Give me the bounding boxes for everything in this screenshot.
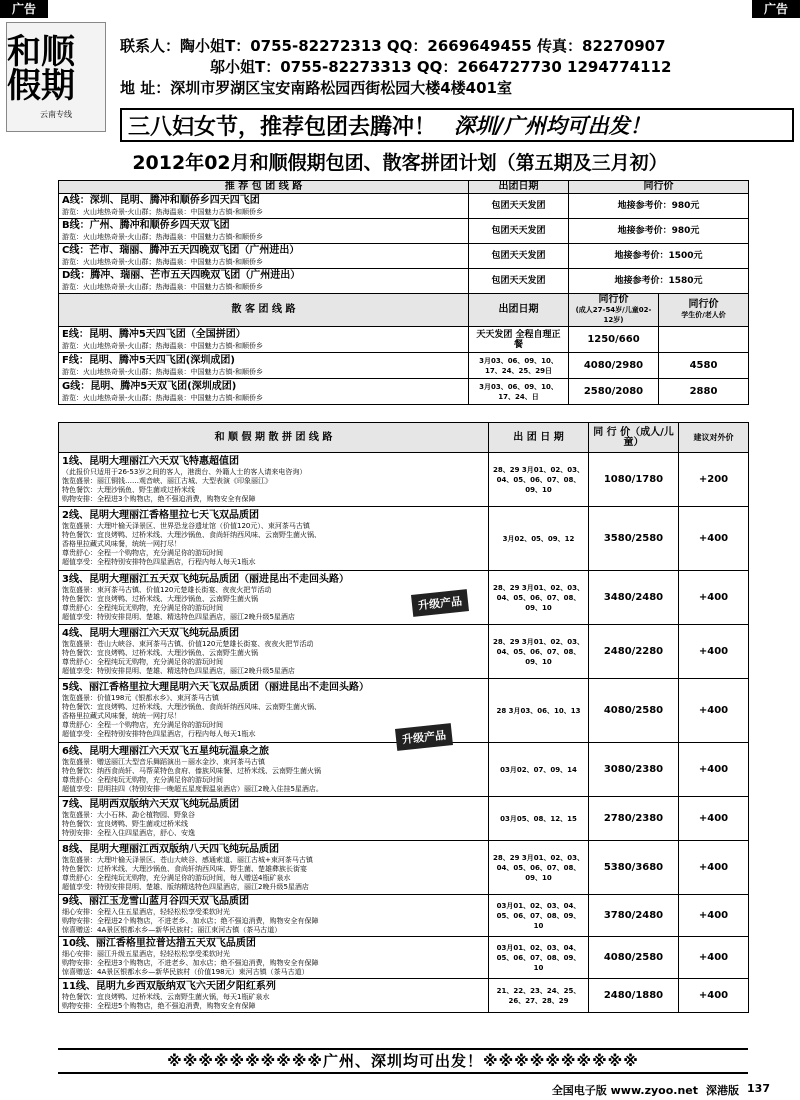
route-retail: +400 [679,571,749,625]
table-row [59,194,749,219]
route-desc: 特色餐饮：宜良烤鸭、过桥米线、大理沙锅鱼、云南野生菌火锅 [62,594,258,603]
route-date: 天天发团 全程自理正餐 [469,327,569,353]
route-date: 28、29 3月01、02、03、04、05、06、07、08、09、10 [489,571,589,625]
route-tour: 游览：火山地热奇景-火山群；热海温泉：中国魅力古镇-和顺侨乡 [62,233,264,241]
route-date: 包团天天发团 [469,244,569,269]
route-name: B线：广州、腾冲和顺侨乡四天双飞团 [62,220,230,231]
route-date: 3月03、06、09、10、17、24、日 [469,379,569,405]
header-date: 出 团 日 期 [489,423,589,453]
route-desc: 超值享受：昆明挂四（特别安排一晚超五星度假温泉酒店）丽江2晚入住挂5星酒店。 [62,784,323,793]
route-name: 6线、昆明大理丽江六天双飞五星纯玩温泉之旅 [62,745,269,757]
route-desc: 饱览盛景：大理叶榆天泽景区、世界恐龙谷遗址馆（价值120元）、束河茶马古镇 [62,522,310,530]
route-tour: 游览：火山地热奇景-火山群；热海温泉：中国魅力古镇-和顺侨乡 [62,258,264,266]
table-row [59,895,749,937]
route-price: 1080/1780 [589,453,679,507]
header-retail: 建议对外价 [679,423,749,453]
route-date: 03月01、02、03、04、05、06、07、08、09、10 [489,937,589,979]
contact-block [120,36,671,99]
route-desc: 特色餐饮：宜良烤鸭、过桥米线、云南野生菌火锅，每天1瓶矿泉水 [62,992,270,1001]
route-desc: 特色餐饮：过桥米线、大理沙锅鱼、食尚轩纳西风味、野生菌、楚雄彝族长街宴 [62,864,307,873]
table-row [59,353,749,379]
footer-banner: ※※※※※※※※※※广州、深圳均可出发！※※※※※※※※※※ [58,1048,748,1074]
table-row [59,507,749,571]
route-price-2: 2880 [659,379,749,405]
route-desc: 饱览盛景：大理叶榆天泽景区、苍山大峡谷、感通索道、丽江古城+束河茶马古镇 [62,855,313,864]
route-price: 3080/2380 [589,743,679,797]
route-name: 3线、昆明大理丽江五天双飞纯玩品质团（丽进昆出不走回头路） [62,573,349,585]
route-retail: +200 [679,453,749,507]
route-tour: 游览：火山地热奇景-火山群；热海温泉：中国魅力古镇-和顺侨乡 [62,367,264,376]
route-price: 地接参考价：980元 [569,219,749,244]
route-price: 2780/2380 [589,797,679,841]
region-text: 深港版 [706,1084,740,1097]
route-desc: 特别安排：全程入住四星酒店，舒心、安逸 [62,829,195,837]
route-name: 10线、丽江香格里拉普达措五天双飞品质团 [62,938,256,949]
page-number: 137 [747,1082,770,1095]
route-desc: 饱览盛景：价值198元《银都水乡》、束河茶马古镇 [62,694,219,702]
ad-label-left: 广告 [0,0,48,18]
route-desc: 购物安排：全程进5个购物店，绝不强迫消费，购物安全有保障 [62,1001,256,1010]
edition-text: 全国电子版 www.zyoo.net [551,1084,699,1097]
route-price: 2480/1880 [589,979,679,1013]
route-date: 28 3月03、06、10、13 [489,679,589,743]
table-row [59,937,749,979]
route-desc: 饱览盛景：大小石林、勐仑植物园、野象谷 [62,811,195,819]
route-desc: 特色餐饮：宜良烤鸭、过桥米线、大理沙锅鱼、食尚轩纳西风味、云南野生菌火锅、 [62,531,321,539]
logo-text: 和顺假期 [7,31,75,106]
table-row [59,219,749,244]
route-desc: 特色餐饮：纳西食尚轩、马帮菜特色食府、傣族风味餐、过桥米线、云南野生菌火锅 [62,766,321,775]
header-price: 同行价 [569,181,749,194]
route-price: 4080/2980 [569,353,659,379]
route-name: C线：芒市、瑞丽、腾冲五天四晚双飞团（广州进出） [62,245,300,256]
route-desc: 特色餐饮：宜良烤鸭、过桥米线、大理沙锅鱼、云南野生菌火锅 [62,648,258,657]
route-retail: +400 [679,937,749,979]
route-desc: 香格里拉藏式风味餐，统统一网打尽！ [62,540,181,548]
header-route: 推 荐 包 团 线 路 [59,181,469,194]
address-line: 地 址：深圳市罗湖区宝安南路松园西街松园大楼4楼401室 [120,79,512,97]
route-name: E线：昆明、腾冲5天四飞团（全国拼团） [62,328,246,340]
route-desc: 尊贵舒心：全程纯玩无购物，充分满足你的游玩时间 [62,603,223,612]
route-desc: 购物安排：全程进2个购物店，不进老乡、加水店；绝不强迫消费，购物安全有保障 [62,917,319,925]
route-retail: +400 [679,507,749,571]
route-tour: 游览：火山地热奇景-火山群；热海温泉：中国魅力古镇-和顺侨乡 [62,341,264,350]
upgrade-badge: 升级产品 [395,723,453,751]
route-desc: 超值享受：全程特别安排特色四星酒店，行程内每人每天1瓶水 [62,730,256,738]
route-retail: +400 [679,797,749,841]
route-name: F线：昆明、腾冲5天四飞团(深圳成团) [62,354,235,366]
table-row [59,453,749,507]
ad-label-right: 广告 [752,0,800,18]
route-name: 9线、丽江玉龙雪山蓝月谷四天双飞品质团 [62,896,249,907]
contact-line-1: 联系人：陶小姐T：0755-82272313 QQ：2669649455 传真：82270907 [120,37,666,55]
route-name: 7线、昆明西双版纳六天双飞纯玩品质团 [62,799,239,810]
table-row [59,379,749,405]
route-desc: 尊贵舒心：全程一个购物店，充分满足你的游玩时间 [62,549,223,557]
route-price-2 [659,327,749,353]
route-name: 5线、丽江香格里拉大理昆明六天飞双品质团（丽进昆出不走回头路） [62,682,369,693]
header-price: 同 行 价（成人/儿童） [589,423,679,453]
route-desc: 尊贵舒心：全程纯玩无购物，充分满足你的游玩时间，每人赠送4瓶矿泉水 [62,873,291,882]
route-desc: 特色餐饮：大理沙锅鱼、野生菌或过桥米线 [62,485,195,494]
route-date: 28、29 3月01、02、03、04、05、06、07、08、09、10 [489,453,589,507]
table-row [59,743,749,797]
table-row [59,571,749,625]
route-retail: +400 [679,625,749,679]
header-price-2: 同行价 [598,294,629,305]
table-header [59,181,749,194]
table-row [59,797,749,841]
table-row [59,244,749,269]
table-row [59,327,749,353]
route-date: 03月01、02、03、04、05、06、07、08、09、10 [489,895,589,937]
route-desc: 购物安排：全程进3个购物店，绝不强迫消费，购物安全有保障 [62,494,256,503]
route-date: 28、29 3月01、02、03、04、05、06、07、08、09、10 [489,625,589,679]
route-desc: 购物安排：全程进3个购物店，不进老乡、加水店；绝不强迫消费，购物安全有保障 [62,959,319,967]
route-desc: 饱览盛景：束河茶马古镇、价值120元楚雄长街宴、夜夜火把节活动 [62,585,272,594]
logo-subtitle: 云南专线 [40,109,72,119]
route-date: 3月02、05、09、12 [489,507,589,571]
table-row [59,841,749,895]
route-desc: 尊贵舒心：全程纯玩无购物，充分满足你的游玩时间 [62,657,223,666]
route-desc: 饱览盛景：苍山大峡谷、束河茶马古镇、价值120元楚雄长街宴、夜夜火把节活动 [62,639,314,648]
headline-right: 深圳/广州均可出发！ [454,114,651,138]
route-name: 8线、昆明大理丽江西双版纳八天四飞纯玩品质团 [62,843,279,855]
table-subheader [59,294,749,327]
route-desc: 饱览盛景：丽江铜钱……观音峡、丽江古城、大型表演《印象丽江》 [62,476,272,485]
route-price: 2480/2280 [589,625,679,679]
route-price: 2580/2080 [569,379,659,405]
route-desc: 特色餐饮：宜良烤鸭、野生菌或过桥米线 [62,820,188,828]
package-tour-table [58,180,749,405]
route-date: 包团天天发团 [469,219,569,244]
route-price: 3580/2580 [589,507,679,571]
route-price: 3480/2480 [589,571,679,625]
table-header [59,423,749,453]
route-name: 11线、昆明九乡西双版纳双飞六天团夕阳红系列 [62,980,276,992]
route-price: 地接参考价：980元 [569,194,749,219]
header-date: 出团日期 [469,181,569,194]
route-name: 1线、昆明大理丽江六天双飞特惠超值团 [62,455,239,467]
route-retail: +400 [679,679,749,743]
route-tour: 游览：火山地热奇景-火山群；热海温泉：中国魅力古镇-和顺侨乡 [62,208,264,216]
route-name: G线：昆明、腾冲5天双飞团(深圳成团) [62,380,237,392]
route-price: 4080/2580 [589,679,679,743]
route-name: A线：深圳、昆明、腾冲和顺侨乡四天四飞团 [62,195,260,206]
route-tour: 游览：火山地热奇景-火山群；热海温泉：中国魅力古镇-和顺侨乡 [62,283,264,291]
route-desc: 香格里拉藏式风味餐，统统一网打尽！ [62,712,181,720]
route-price: 1250/660 [569,327,659,353]
route-date: 03月05、08、12、15 [489,797,589,841]
route-desc: 超值享受：特别安排昆明、楚雄、精选特色四星酒店，丽江2晚升级5星酒店 [62,612,295,621]
group-tour-table [58,422,749,1013]
route-price: 4080/2580 [589,937,679,979]
route-date: 28、29 3月01、02、03、04、05、06、07、08、09、10 [489,841,589,895]
header-price-3-sub: 学生价/老人价 [681,311,726,319]
route-desc: 超值享受：特别安排昆明、楚雄、版纳精选特色四星酒店，丽江2晚升级5星酒店 [62,882,309,891]
promo-headline [120,108,794,142]
table-row [59,625,749,679]
header-route: 和 顺 假 期 散 拼 团 线 路 [59,423,489,453]
route-desc: 细心安排：丽江升级五星酒店，轻轻松松享受柔软时光 [62,950,230,958]
route-date: 3月03、06、09、10、17、24、25、29日 [469,353,569,379]
contact-line-2: 邬小姐T：0755-82273313 QQ：2664727730 1294774112 [210,58,672,76]
route-name: 2线、昆明大理丽江香格里拉七天飞双品质团 [62,510,259,521]
route-desc: （此报价只适用于26-53岁之间的客人，港澳台、外籍人士的客人请来电咨询） [62,467,307,476]
page-title: 2012年02月和顺假期包团、散客拼团计划（第五期及三月初） [132,152,668,174]
route-price-2: 4580 [659,353,749,379]
route-retail: +400 [679,743,749,797]
route-price: 5380/3680 [589,841,679,895]
upgrade-badge: 升级产品 [411,589,469,617]
route-desc: 惊喜赠送：4A景区银都水乡—新华民族村（价值198元）束河古镇（茶马古道） [62,968,309,976]
route-name: 4线、昆明大理丽江六天双飞纯玩品质团 [62,627,239,639]
route-retail: +400 [679,895,749,937]
route-price: 3780/2480 [589,895,679,937]
headline-left: 三八妇女节，推荐包团去腾冲！ [128,114,437,140]
route-price: 地接参考价：1500元 [569,244,749,269]
route-desc: 超值享受：全程特别安排特色四星酒店，行程内每人每天1瓶水 [62,558,256,566]
header-date-2: 出团日期 [469,294,569,327]
header-route-2: 散 客 团 线 路 [59,294,469,327]
route-desc: 尊贵舒心：全程一个购物店，充分满足你的游玩时间 [62,721,223,729]
header-price-3: 同行价 [688,299,719,310]
route-retail: +400 [679,841,749,895]
table-row [59,269,749,294]
route-retail: +400 [679,979,749,1013]
route-desc: 特色餐饮：宜良烤鸭、过桥米线、大理沙锅鱼、食尚轩纳西风味、云南野生菌火锅、 [62,703,321,711]
route-desc: 饱览盛景：赠送丽江大型音乐舞蹈演出－丽水金沙、束河茶马古镇 [62,757,265,766]
route-desc: 惊喜赠送：4A景区银都水乡—新华民族村；丽江束河古镇（茶马古道） [62,926,282,934]
route-desc: 细心安排：全程入住五星酒店，轻轻松松享受柔软时光 [62,908,230,916]
route-date: 21、22、23、24、25、26、27、28、29 [489,979,589,1013]
company-logo [6,22,106,132]
route-date: 包团天天发团 [469,269,569,294]
route-price: 地接参考价：1580元 [569,269,749,294]
route-date: 包团天天发团 [469,194,569,219]
route-date: 03月02、07、09、14 [489,743,589,797]
route-desc: 超值享受：特别安排昆明、楚雄、精选特色四星酒店，丽江2晚升级5星酒店 [62,666,295,675]
table-row [59,979,749,1013]
route-desc: 尊贵舒心：全程纯玩无购物，充分满足你的游玩时间 [62,775,223,784]
header-price-2-sub: (成人27-54岁/儿童02-12岁) [575,306,652,324]
page-info [552,1082,770,1098]
route-name: D线：腾冲、瑞丽、芒市五天四晚双飞团（广州进出） [62,270,301,281]
route-tour: 游览：火山地热奇景-火山群；热海温泉：中国魅力古镇-和顺侨乡 [62,393,264,402]
